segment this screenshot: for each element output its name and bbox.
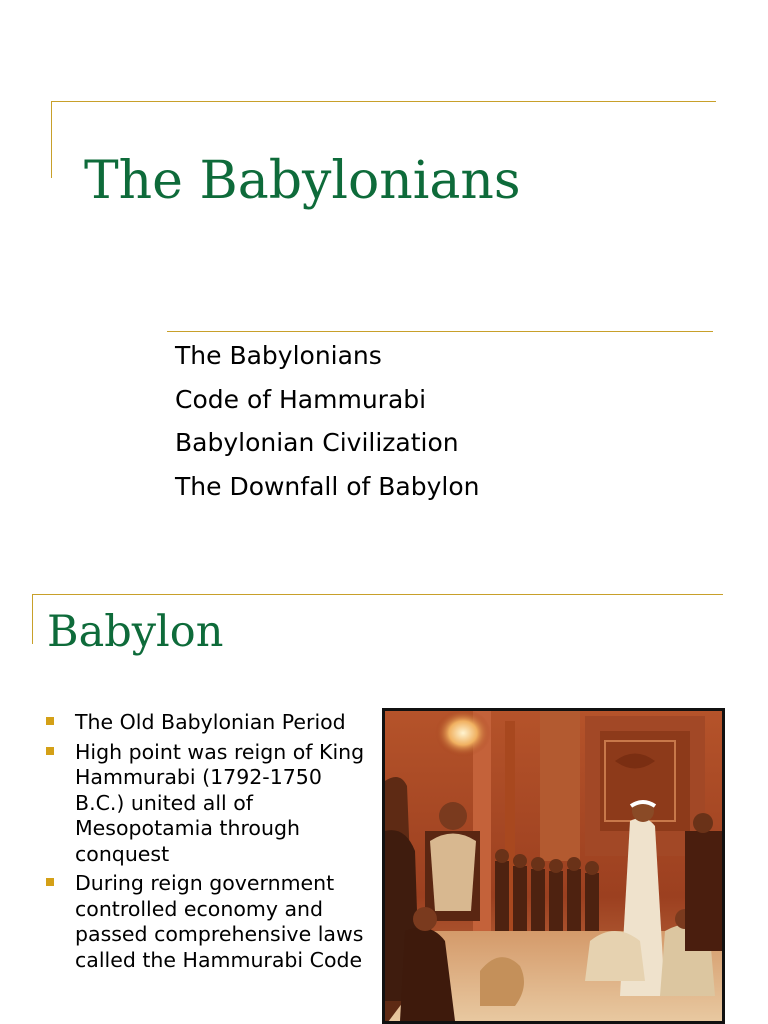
babylon-slide (0, 576, 768, 1024)
heading-top-rule (32, 594, 723, 595)
bullet-text: During reign government controlled economy and passed comprehensive laws called the Hammurabi Code (75, 871, 364, 972)
bullet-item (46, 871, 376, 973)
square-bullet-icon (46, 878, 54, 886)
agenda-item: Babylonian Civilization (175, 428, 459, 457)
agenda-list (175, 334, 480, 508)
square-bullet-icon (46, 717, 54, 725)
square-bullet-icon (46, 747, 54, 755)
bullet-list (46, 710, 376, 977)
slide-title: The Babylonians (84, 151, 521, 211)
title-top-rule (51, 101, 716, 102)
agenda-item: The Babylonians (175, 341, 382, 370)
agenda-item: Code of Hammurabi (175, 384, 427, 414)
agenda-rule (167, 331, 713, 332)
bullet-text: High point was reign of King Hammurabi (1792-1750 B.C.) united all of Mesopotamia through conquest (75, 739, 365, 866)
agenda-item: The Downfall of Babylon (175, 471, 480, 501)
heading-left-rule (32, 594, 33, 644)
bullet-item (46, 740, 376, 868)
painting-illustration (385, 711, 722, 1021)
bullet-item (46, 710, 376, 736)
bullet-text: The Old Babylonian Period (75, 710, 346, 734)
slide-heading: Babylon (47, 607, 224, 657)
hammurabi-court-painting (382, 708, 725, 1024)
title-left-rule (51, 101, 52, 178)
